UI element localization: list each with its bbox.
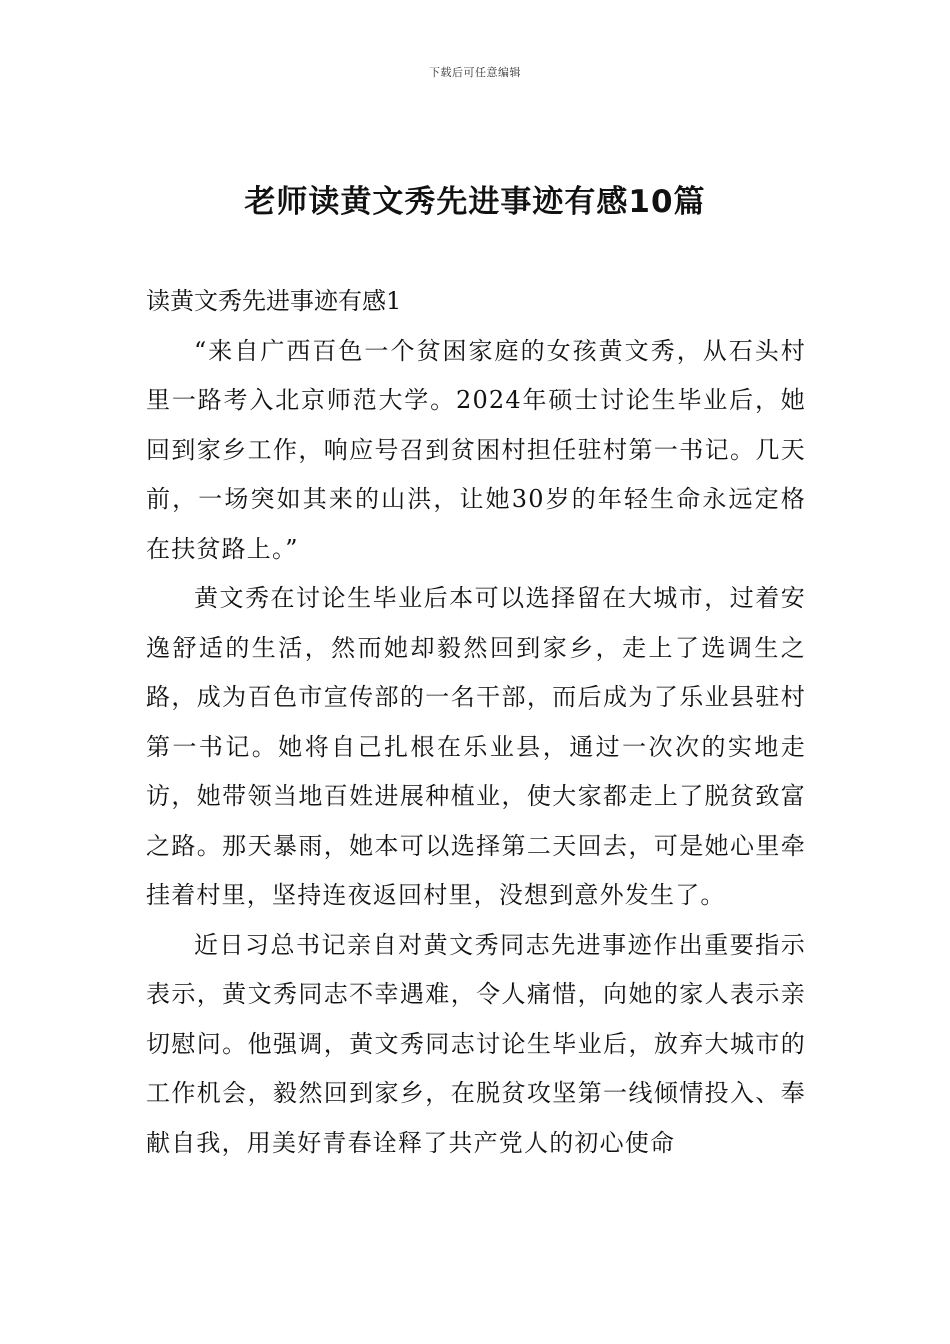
document-body [146, 277, 806, 1168]
paragraph-1: “来自广西百色一个贫困家庭的女孩黄文秀，从石头村里一路考入北京师范大学。2024年硕士讨论生毕业后，她回到家乡工作，响应号召到贫困村担任驻村第一书记。几天前，一场突如其来的山洪，让她30岁的年轻生命永远定格在扶贫路上。” [146, 336, 806, 563]
paragraph-2: 黄文秀在讨论生毕业后本可以选择留在大城市，过着安逸舒适的生活，然而她却毅然回到家乡，走上了选调生之路，成为百色市宣传部的一名干部，而后成为了乐业县驻村第一书记。她将自己扎根在乐业县，通过一次次的实地走访，她带领当地百姓进展种植业，使大家都走上了脱贫致富之路。那天暴雨，她本可以选择第二天回去，可是她心里牵挂着村里，坚持连夜返回村里，没想到意外发生了。 [146, 584, 806, 909]
header-note: 下载后可任意编辑 [429, 66, 521, 79]
section-heading: 读黄文秀先进事迹有感1 [146, 287, 402, 315]
paragraph-3: 近日习总书记亲自对黄文秀同志先进事迹作出重要指示表示，黄文秀同志不幸遇难，令人痛惜，向她的家人表示亲切慰问。他强调，黄文秀同志讨论生毕业后，放弃大城市的工作机会，毅然回到家乡，在脱贫攻坚第一线倾情投入、奉献自我，用美好青春诠释了共产党人的初心使命 [146, 930, 806, 1157]
document-title: 老师读黄文秀先进事迹有感10篇 [244, 184, 706, 220]
